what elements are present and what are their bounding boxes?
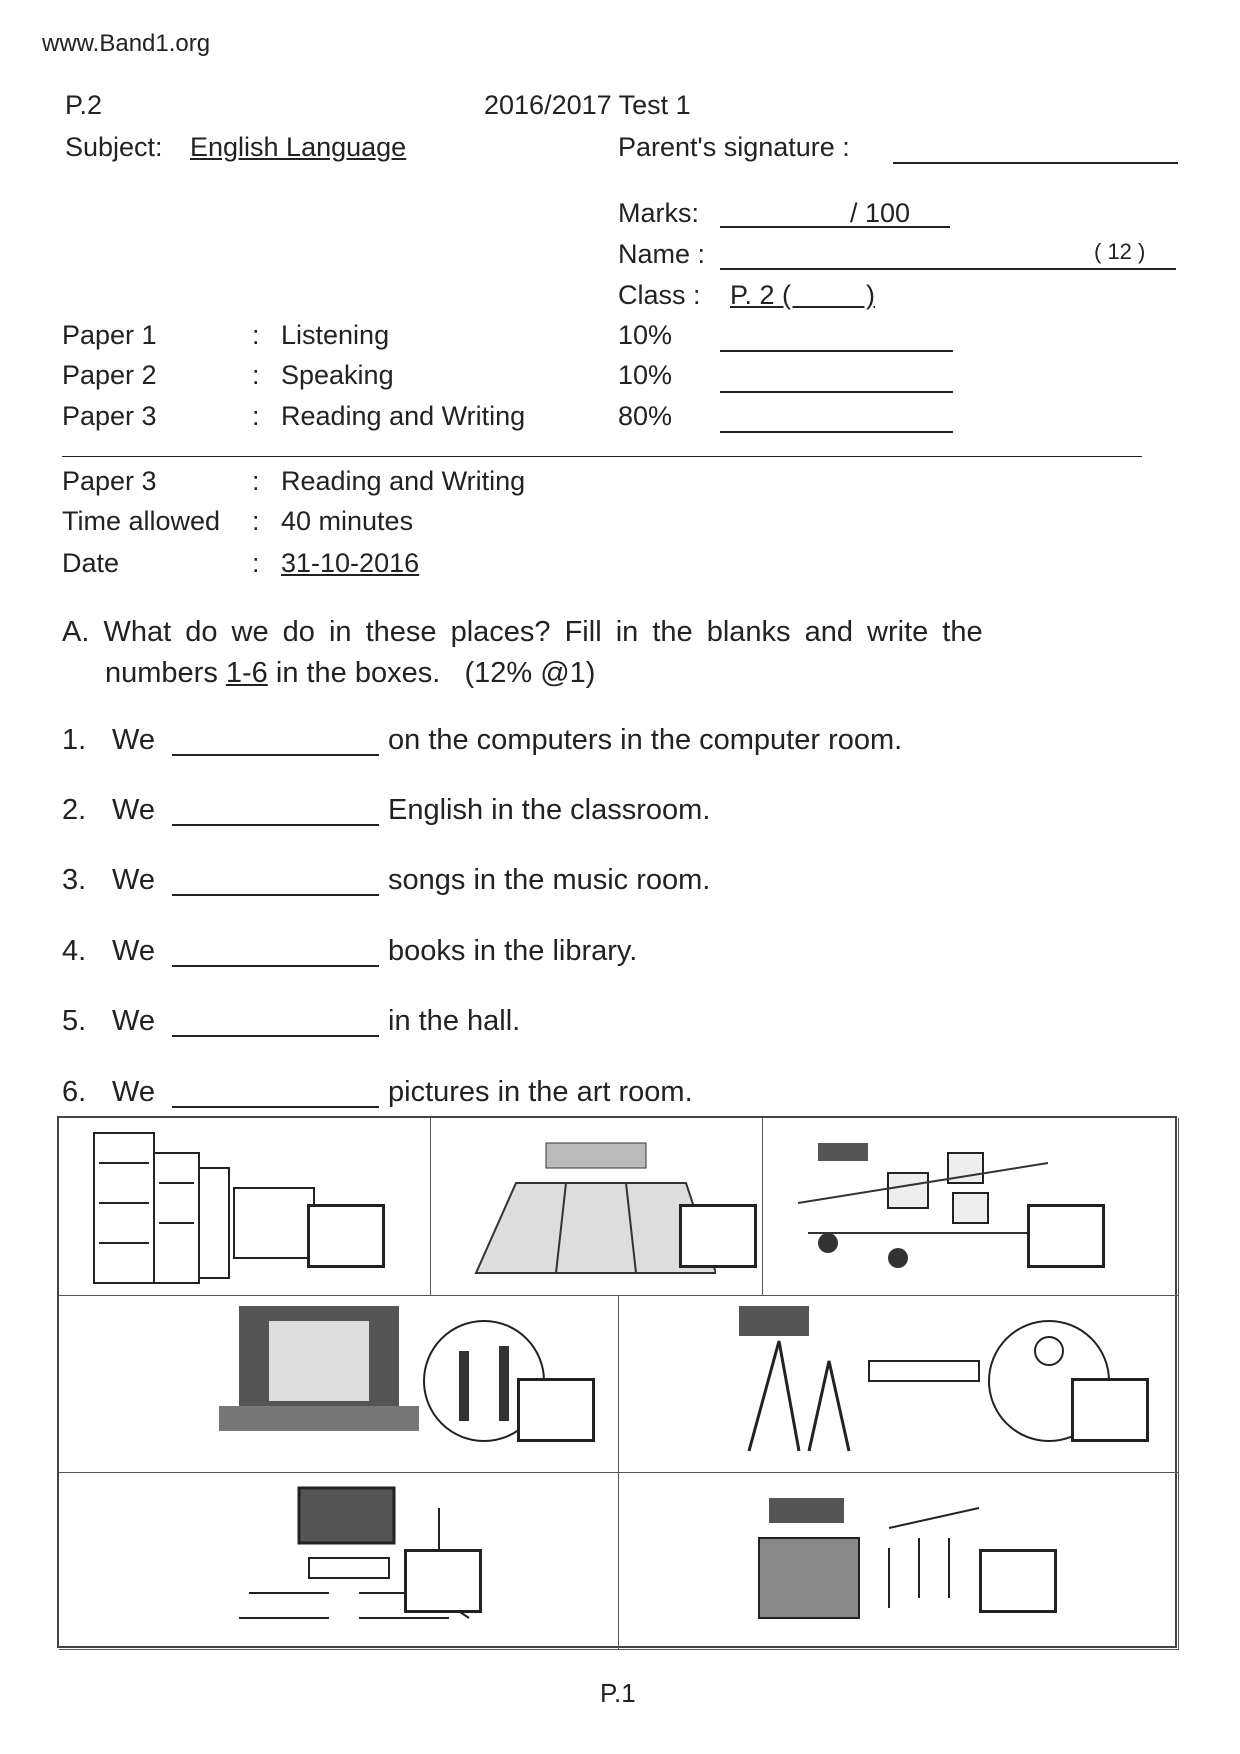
name-label: Name : <box>618 239 706 269</box>
name-number: ( 12 ) <box>1094 239 1146 264</box>
level: P.2 <box>65 90 103 120</box>
question-we: We <box>112 794 155 826</box>
answer-box[interactable] <box>1071 1378 1149 1442</box>
question-we: We <box>112 724 155 756</box>
paper-name: Reading and Writing <box>281 401 526 431</box>
colon: : <box>252 320 260 350</box>
range: 1-6 <box>225 657 268 689</box>
paper-label: Paper 1 <box>62 320 157 350</box>
marks-field[interactable] <box>720 226 950 228</box>
question-number: 6. <box>62 1076 87 1108</box>
question-we: We <box>112 1076 155 1108</box>
answer-box[interactable] <box>307 1204 385 1268</box>
answer-blank[interactable] <box>172 1035 379 1037</box>
answer-box[interactable] <box>1027 1204 1105 1268</box>
question-we: We <box>112 1005 155 1037</box>
answer-blank[interactable] <box>172 1106 379 1108</box>
paper-score-field[interactable] <box>720 350 953 352</box>
info-label: Paper 3 <box>62 466 157 496</box>
marks-label: Marks: <box>618 198 699 228</box>
question-number: 3. <box>62 864 87 896</box>
divider <box>62 456 1142 457</box>
picture-cell-playground <box>431 1118 763 1296</box>
hall-illustration <box>159 1301 569 1471</box>
info-value: 40 minutes <box>281 506 414 536</box>
text: numbers <box>105 657 226 689</box>
answer-blank[interactable] <box>172 824 379 826</box>
answer-box[interactable] <box>679 1204 757 1268</box>
classroom-illustration <box>159 1478 569 1648</box>
parent-signature-field[interactable] <box>893 162 1178 164</box>
music-room-illustration <box>719 1478 1129 1648</box>
colon: : <box>252 548 260 578</box>
picture-cell-classroom <box>59 1473 619 1650</box>
answer-box[interactable] <box>979 1549 1057 1613</box>
library-illustration <box>84 1123 344 1293</box>
picture-cell-computer-room <box>763 1118 1179 1296</box>
test-title: 2016/2017 Test 1 <box>484 90 691 120</box>
question-number: 2. <box>62 794 87 826</box>
paper-weight: 10% <box>618 360 673 390</box>
colon: : <box>252 466 260 496</box>
paper-score-field[interactable] <box>720 431 953 433</box>
question-number: 4. <box>62 935 87 967</box>
section-a-instruction-2 <box>105 659 595 688</box>
question-text: books in the library. <box>388 935 638 967</box>
subject-value: English Language <box>190 132 407 162</box>
paper-weight: 80% <box>618 401 673 431</box>
question-number: 5. <box>62 1005 87 1037</box>
answer-blank[interactable] <box>172 965 379 967</box>
class-label: Class : <box>618 280 701 310</box>
question-text: on the computers in the computer room. <box>388 724 903 756</box>
page-number: P.1 <box>600 1678 636 1708</box>
question-text: in the hall. <box>388 1005 521 1037</box>
info-label: Time allowed <box>62 506 221 536</box>
question-we: We <box>112 935 155 967</box>
question-text: English in the classroom. <box>388 794 711 826</box>
colon: : <box>252 506 260 536</box>
paper-label: Paper 3 <box>62 401 157 431</box>
colon: : <box>252 401 260 431</box>
colon: : <box>252 360 260 390</box>
info-value: Reading and Writing <box>281 466 526 496</box>
marks-total: / 100 <box>850 198 911 228</box>
paper-name: Speaking <box>281 360 394 390</box>
subject-label: Subject: <box>65 132 163 162</box>
site-watermark: www.Band1.org <box>42 30 211 57</box>
art-room-illustration <box>719 1301 1129 1471</box>
picture-cell-music-room <box>619 1473 1179 1650</box>
paper-name: Listening <box>281 320 390 350</box>
picture-cell-art-room <box>619 1296 1179 1473</box>
info-label: Date <box>62 548 120 578</box>
answer-blank[interactable] <box>172 754 379 756</box>
text: in the boxes. (12% @1) <box>267 657 596 689</box>
paper-label: Paper 2 <box>62 360 157 390</box>
question-text: songs in the music room. <box>388 864 711 896</box>
class-field[interactable]: P. 2 ( ) <box>730 280 876 310</box>
picture-cell-library <box>59 1118 431 1296</box>
answer-blank[interactable] <box>172 894 379 896</box>
answer-box[interactable] <box>404 1549 482 1613</box>
info-value: 31-10-2016 <box>281 548 420 578</box>
answer-box[interactable] <box>517 1378 595 1442</box>
picture-cell-hall <box>59 1296 619 1473</box>
paper-score-field[interactable] <box>720 391 953 393</box>
playground-illustration <box>456 1123 716 1293</box>
question-we: We <box>112 864 155 896</box>
question-number: 1. <box>62 724 87 756</box>
picture-grid <box>57 1116 1177 1648</box>
name-field[interactable] <box>720 268 1176 270</box>
paper-weight: 10% <box>618 320 673 350</box>
question-text: pictures in the art room. <box>388 1076 693 1108</box>
section-a-instruction: A. What do we do in these places? Fill in the blanks and write the <box>62 616 983 648</box>
parent-signature-label: Parent's signature : <box>618 132 850 162</box>
